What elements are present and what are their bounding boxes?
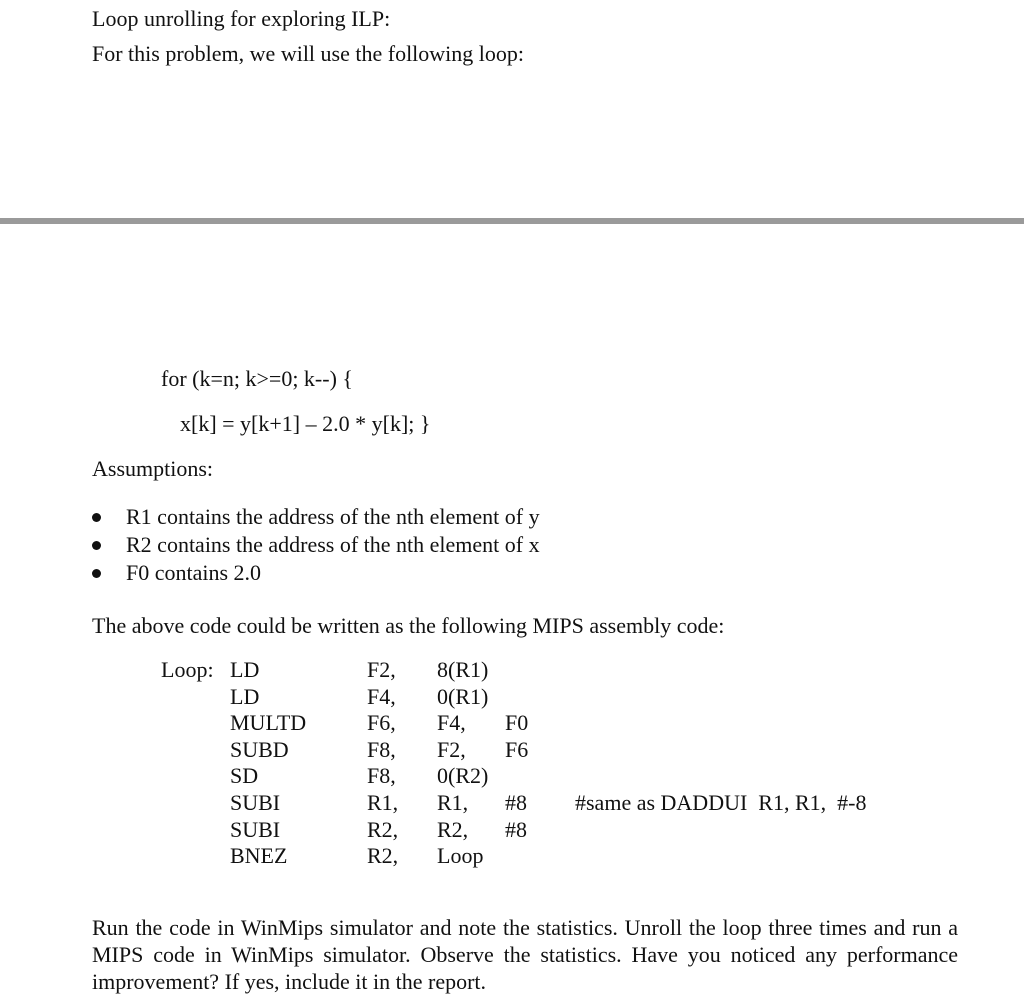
asm-op: SD [230, 763, 259, 788]
bullet-icon [92, 569, 101, 578]
assumptions-heading: Assumptions: [92, 456, 214, 481]
asm-arg: R2, [367, 843, 399, 868]
loop-label: Loop: [161, 657, 214, 682]
asm-arg: F0 [505, 710, 529, 735]
list-item: F0 contains 2.0 [126, 560, 262, 585]
asm-arg: #8 [505, 790, 527, 815]
asm-arg: F8, [367, 737, 396, 762]
section-divider [0, 218, 1024, 224]
loop-source-line-1: for (k=n; k>=0; k--) { [161, 366, 353, 391]
asm-arg: R2, [367, 817, 399, 842]
asm-arg: F4, [367, 684, 396, 709]
bullet-icon [92, 541, 101, 550]
loop-source-line-2: x[k] = y[k+1] – 2.0 * y[k]; } [180, 411, 431, 436]
task-paragraph: Run the code in WinMips simulator and note the statistics. Unroll the loop three times and run a MIPS code in WinMips simulator. Observe the statistics. Have you noticed any performance improvement? If yes, include it in the report. [92, 915, 958, 994]
asm-op: LD [230, 657, 260, 682]
bullet-icon [92, 513, 101, 522]
asm-arg: F6, [367, 710, 396, 735]
asm-arg: R2, [437, 817, 469, 842]
asm-op: SUBI [230, 790, 281, 815]
asm-arg: #8 [505, 817, 527, 842]
asm-op: BNEZ [230, 843, 288, 868]
list-item: R1 contains the address of the nth element of y [126, 504, 540, 529]
asm-arg: F4, [437, 710, 466, 735]
asm-op: MULTD [230, 710, 307, 735]
asm-op: LD [230, 684, 260, 709]
asm-arg: F2, [437, 737, 466, 762]
list-item: R2 contains the address of the nth element of x [126, 532, 540, 557]
asm-arg: R1, [367, 790, 399, 815]
asm-arg: 0(R1) [437, 684, 489, 709]
asm-intro-text: The above code could be written as the following MIPS assembly code: [92, 613, 725, 638]
asm-op: SUBI [230, 817, 281, 842]
asm-op: SUBD [230, 737, 289, 762]
asm-arg: R1, [437, 790, 469, 815]
asm-arg: F8, [367, 763, 396, 788]
asm-arg: F6 [505, 737, 529, 762]
page-title: Loop unrolling for exploring ILP: [92, 6, 391, 31]
asm-arg: F2, [367, 657, 396, 682]
asm-arg: 8(R1) [437, 657, 489, 682]
intro-text: For this problem, we will use the following loop: [92, 41, 525, 66]
asm-arg: 0(R2) [437, 763, 489, 788]
asm-arg: Loop [437, 843, 484, 868]
asm-comment: #same as DADDUI R1, R1, #-8 [575, 790, 867, 815]
